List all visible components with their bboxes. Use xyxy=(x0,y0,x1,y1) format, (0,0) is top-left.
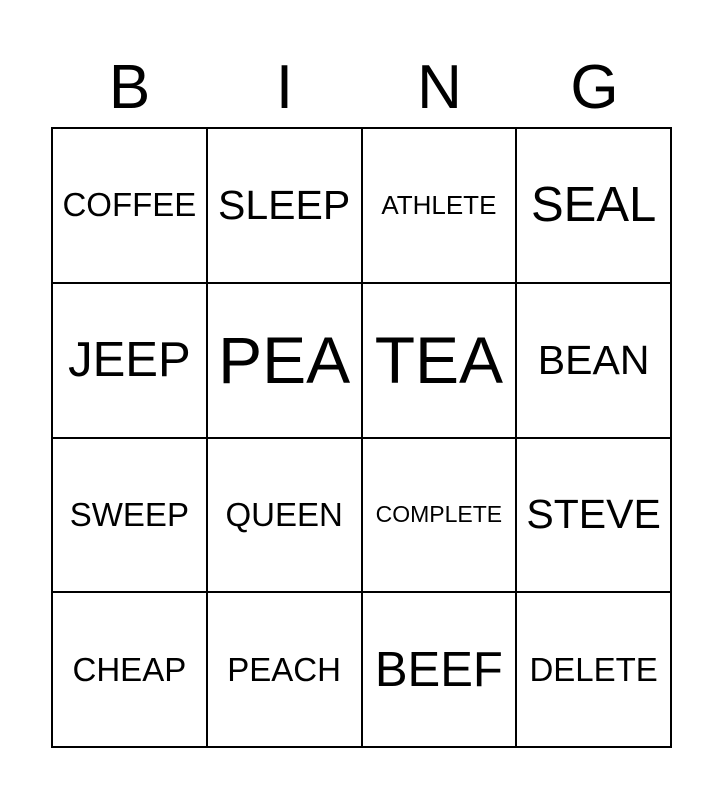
bingo-cell[interactable]: QUEEN xyxy=(208,439,363,594)
bingo-cell[interactable]: PEACH xyxy=(208,593,363,748)
bingo-cell[interactable]: ATHLETE xyxy=(363,129,518,284)
header-letter-i: I xyxy=(275,53,294,122)
header-letter-g: G xyxy=(570,53,619,122)
bingo-cell[interactable]: SEAL xyxy=(517,129,672,284)
bingo-cell[interactable]: BEAN xyxy=(517,284,672,439)
bingo-cell[interactable]: COMPLETE xyxy=(363,439,518,594)
bingo-cell[interactable]: STEVE xyxy=(517,439,672,594)
bingo-cell[interactable]: JEEP xyxy=(53,284,208,439)
header-letter-n: N xyxy=(417,53,462,122)
bingo-cell[interactable]: TEA xyxy=(363,284,518,439)
bingo-cell[interactable]: SLEEP xyxy=(208,129,363,284)
bingo-cell[interactable]: BEEF xyxy=(363,593,518,748)
bingo-cell[interactable]: DELETE xyxy=(517,593,672,748)
bingo-cell[interactable]: SWEEP xyxy=(53,439,208,594)
bingo-header xyxy=(52,52,672,124)
bingo-card-grid xyxy=(51,127,672,748)
bingo-cell[interactable]: COFFEE xyxy=(53,129,208,284)
header-letter-b: B xyxy=(108,53,151,122)
bingo-cell[interactable]: CHEAP xyxy=(53,593,208,748)
bingo-cell[interactable]: PEA xyxy=(208,284,363,439)
